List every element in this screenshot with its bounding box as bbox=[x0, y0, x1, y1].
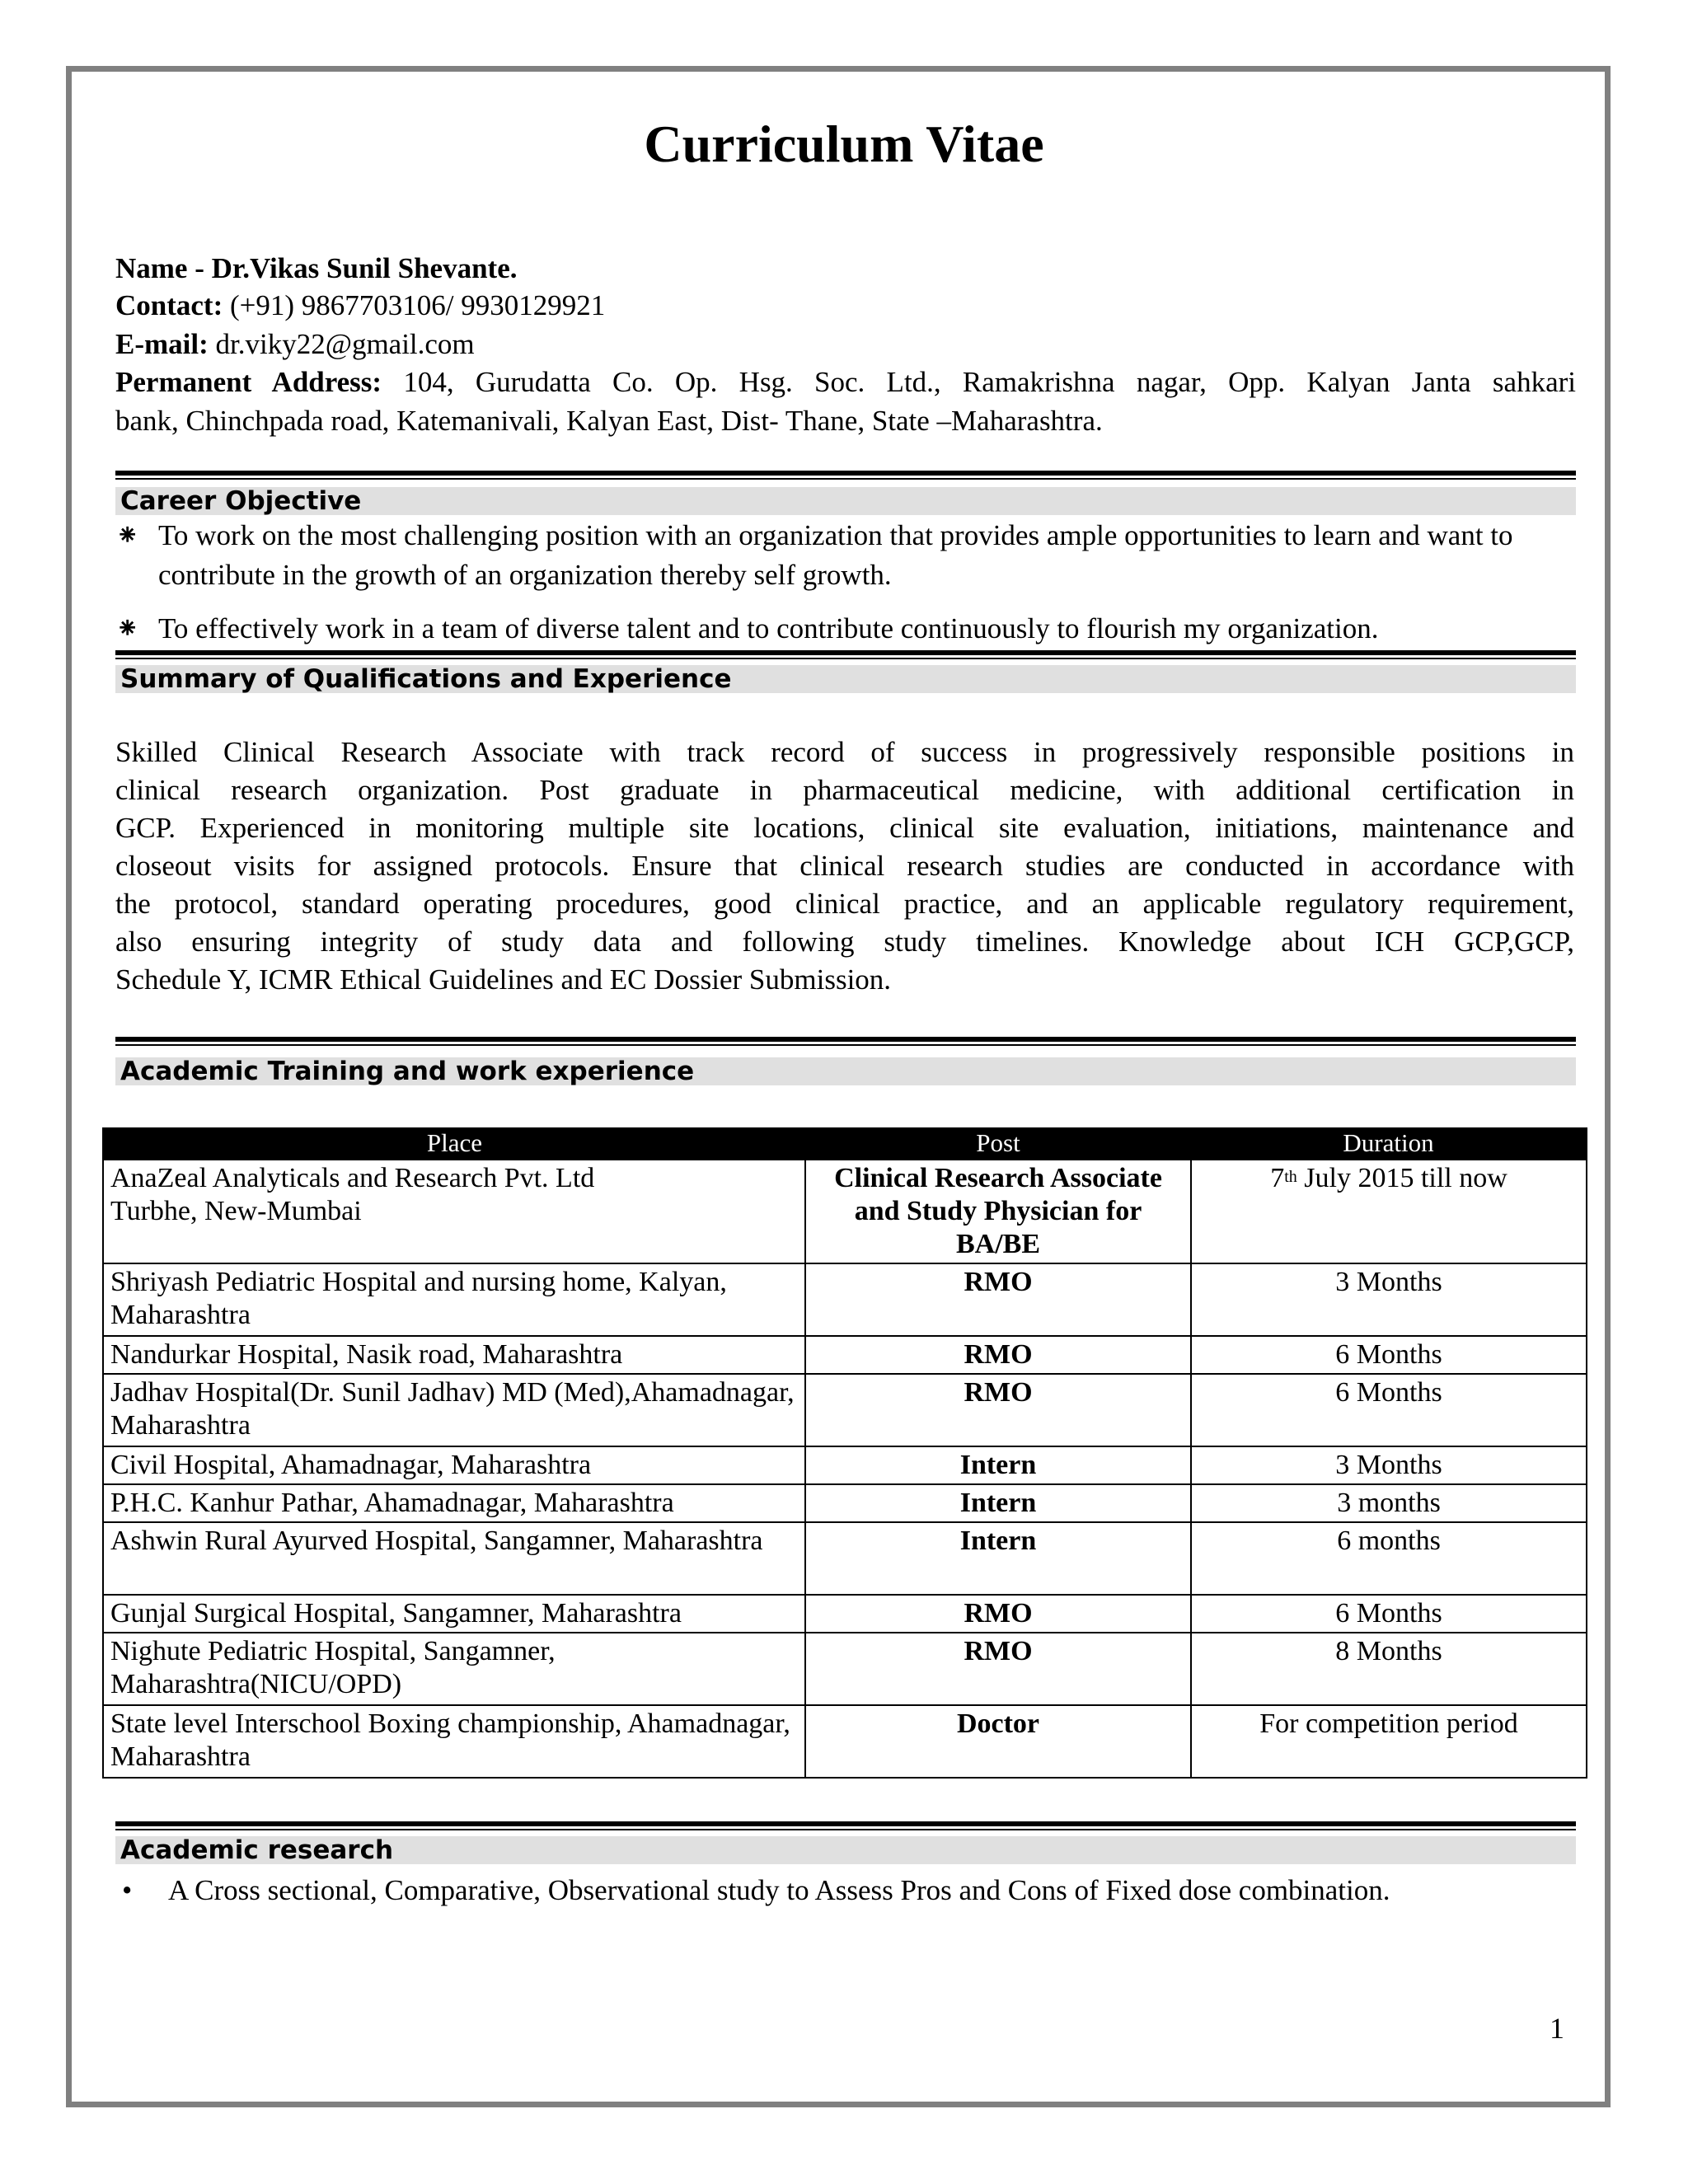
research-heading: Academic research bbox=[115, 1836, 1576, 1864]
address-line1-text: 104, Gurudatta Co. Op. Hsg. Soc. Ltd., Ramakrishna nagar, Opp. Kalyan Janta sahkari bbox=[403, 366, 1576, 398]
email-line bbox=[115, 325, 1568, 364]
research-text: A Cross sectional, Comparative, Observational study to Assess Pros and Cons of Fixed dose combination. bbox=[168, 1874, 1390, 1906]
objective-text: To work on the most challenging position with an organization that provides ample opportunities to learn and want to contribute in the growth of an organization thereby self growth. bbox=[158, 519, 1513, 591]
row-post: Doctor bbox=[805, 1705, 1191, 1778]
row-post: Intern bbox=[805, 1446, 1191, 1484]
summary-line: Schedule Y, ICMR Ethical Guidelines and EC Dossier Submission. bbox=[115, 963, 892, 996]
section-rule bbox=[115, 658, 1576, 659]
row-duration: For competition period bbox=[1191, 1705, 1587, 1778]
row-post: Intern bbox=[805, 1522, 1191, 1595]
table-row bbox=[103, 1633, 1587, 1705]
row-duration: 6 Months bbox=[1191, 1374, 1587, 1446]
summary-line: Skilled Clinical Research Associate with track record of success in progressively responsible positions in bbox=[115, 736, 1574, 768]
summary-line: the protocol, standard operating procedures, good clinical practice, and an applicable regulatory requirement, bbox=[115, 888, 1574, 920]
table-row bbox=[103, 1263, 1587, 1336]
row-place: State level Interschool Boxing championship, Ahamadnagar, Maharashtra bbox=[103, 1705, 805, 1778]
row-duration bbox=[1191, 1160, 1587, 1263]
row-post: RMO bbox=[805, 1633, 1191, 1705]
table-row bbox=[103, 1160, 1587, 1263]
duration-day: 7 bbox=[1270, 1163, 1285, 1193]
name-line bbox=[115, 249, 1568, 288]
row-post: Intern bbox=[805, 1484, 1191, 1522]
row-post: RMO bbox=[805, 1263, 1191, 1336]
contact-value: (+91) 9867703106/ 9930129921 bbox=[230, 289, 606, 321]
duration-ordinal: th bbox=[1284, 1168, 1297, 1186]
section-rule bbox=[115, 1821, 1576, 1826]
email-label: E-mail: bbox=[115, 328, 209, 360]
email-value: dr.viky22@gmail.com bbox=[215, 328, 475, 360]
summary-line: closeout visits for assigned protocols. Ensure that clinical research studies are conducted in accordance with bbox=[115, 850, 1574, 882]
contact-line bbox=[115, 286, 1568, 326]
asterisk-bullet-icon: ⁕ bbox=[115, 519, 140, 551]
section-rule bbox=[115, 471, 1576, 476]
row-post: RMO bbox=[805, 1374, 1191, 1446]
row-place: Jadhav Hospital(Dr. Sunil Jadhav) MD (Med),Ahamadnagar, Maharashtra bbox=[103, 1374, 805, 1446]
experience-table bbox=[102, 1127, 1587, 1779]
summary-line: also ensuring integrity of study data and following study timelines. Knowledge about ICH GCP,GCP, bbox=[115, 926, 1574, 958]
career-objective-heading: Career Objective bbox=[115, 487, 1576, 515]
row-post: RMO bbox=[805, 1595, 1191, 1633]
row-place: Nighute Pediatric Hospital, Sangamner, Maharashtra(NICU/OPD) bbox=[103, 1633, 805, 1705]
objective-text: To effectively work in a team of diverse talent and to contribute continuously to flourish my organization. bbox=[158, 612, 1379, 644]
row-post: Clinical Research Associate and Study Physician for BA/BE bbox=[805, 1160, 1191, 1263]
table-row bbox=[103, 1484, 1587, 1522]
summary-line: GCP. Experienced in monitoring multiple site locations, clinical site evaluation, initiations, maintenance and bbox=[115, 812, 1574, 844]
row-duration: 3 Months bbox=[1191, 1263, 1587, 1336]
row-duration: 6 Months bbox=[1191, 1336, 1587, 1374]
address-label: Permanent Address: bbox=[115, 366, 382, 398]
asterisk-bullet-icon: ⁕ bbox=[115, 612, 140, 644]
row-place: P.H.C. Kanhur Pathar, Ahamadnagar, Maharashtra bbox=[103, 1484, 805, 1522]
summary-line: clinical research organization. Post graduate in pharmaceutical medicine, with additional certification in bbox=[115, 774, 1574, 806]
section-rule bbox=[115, 478, 1576, 480]
table-row bbox=[103, 1595, 1587, 1633]
section-rule bbox=[115, 1829, 1576, 1830]
section-rule bbox=[115, 650, 1576, 655]
document-title: Curriculum Vitae bbox=[644, 115, 1044, 173]
table-row bbox=[103, 1374, 1587, 1446]
table-row bbox=[103, 1705, 1587, 1778]
row-place: AnaZeal Analyticals and Research Pvt. Ltd Turbhe, New-Mumbai bbox=[103, 1160, 805, 1263]
name-label: Name - bbox=[115, 252, 204, 284]
column-header-duration: Duration bbox=[1191, 1127, 1587, 1160]
table-header-row bbox=[103, 1127, 1587, 1160]
candidate-name: Dr.Vikas Sunil Shevante. bbox=[211, 252, 518, 284]
row-place: Nandurkar Hospital, Nasik road, Maharashtra bbox=[103, 1336, 805, 1374]
section-rule bbox=[115, 1044, 1576, 1046]
address-line-2: bank, Chinchpada road, Katemanivali, Kalyan East, Dist- Thane, State –Maharashtra. bbox=[115, 405, 1103, 437]
academic-heading: Academic Training and work experience bbox=[115, 1057, 1576, 1085]
table-row bbox=[103, 1336, 1587, 1374]
table-row bbox=[103, 1446, 1587, 1484]
summary-paragraph bbox=[115, 733, 1574, 999]
summary-heading: Summary of Qualifications and Experience bbox=[115, 665, 1576, 693]
duration-text: July 2015 till now bbox=[1296, 1163, 1507, 1193]
contact-label: Contact: bbox=[115, 289, 223, 321]
row-duration: 8 Months bbox=[1191, 1633, 1587, 1705]
column-header-place: Place bbox=[103, 1127, 805, 1160]
row-place: Gunjal Surgical Hospital, Sangamner, Maharashtra bbox=[103, 1595, 805, 1633]
row-duration: 3 months bbox=[1191, 1484, 1587, 1522]
row-place: Shriyash Pediatric Hospital and nursing home, Kalyan, Maharashtra bbox=[103, 1263, 805, 1336]
bullet-dot-icon: • bbox=[122, 1874, 133, 1906]
row-post: RMO bbox=[805, 1336, 1191, 1374]
row-duration: 6 Months bbox=[1191, 1595, 1587, 1633]
row-place: Ashwin Rural Ayurved Hospital, Sangamner, Maharashtra bbox=[103, 1522, 805, 1595]
section-rule bbox=[115, 1037, 1576, 1042]
address-line-1 bbox=[115, 363, 1576, 402]
table-row bbox=[103, 1522, 1587, 1595]
row-duration: 6 months bbox=[1191, 1522, 1587, 1595]
column-header-post: Post bbox=[805, 1127, 1191, 1160]
page-number: 1 bbox=[1550, 2012, 1564, 2045]
row-place: Civil Hospital, Ahamadnagar, Maharashtra bbox=[103, 1446, 805, 1484]
row-duration: 3 Months bbox=[1191, 1446, 1587, 1484]
